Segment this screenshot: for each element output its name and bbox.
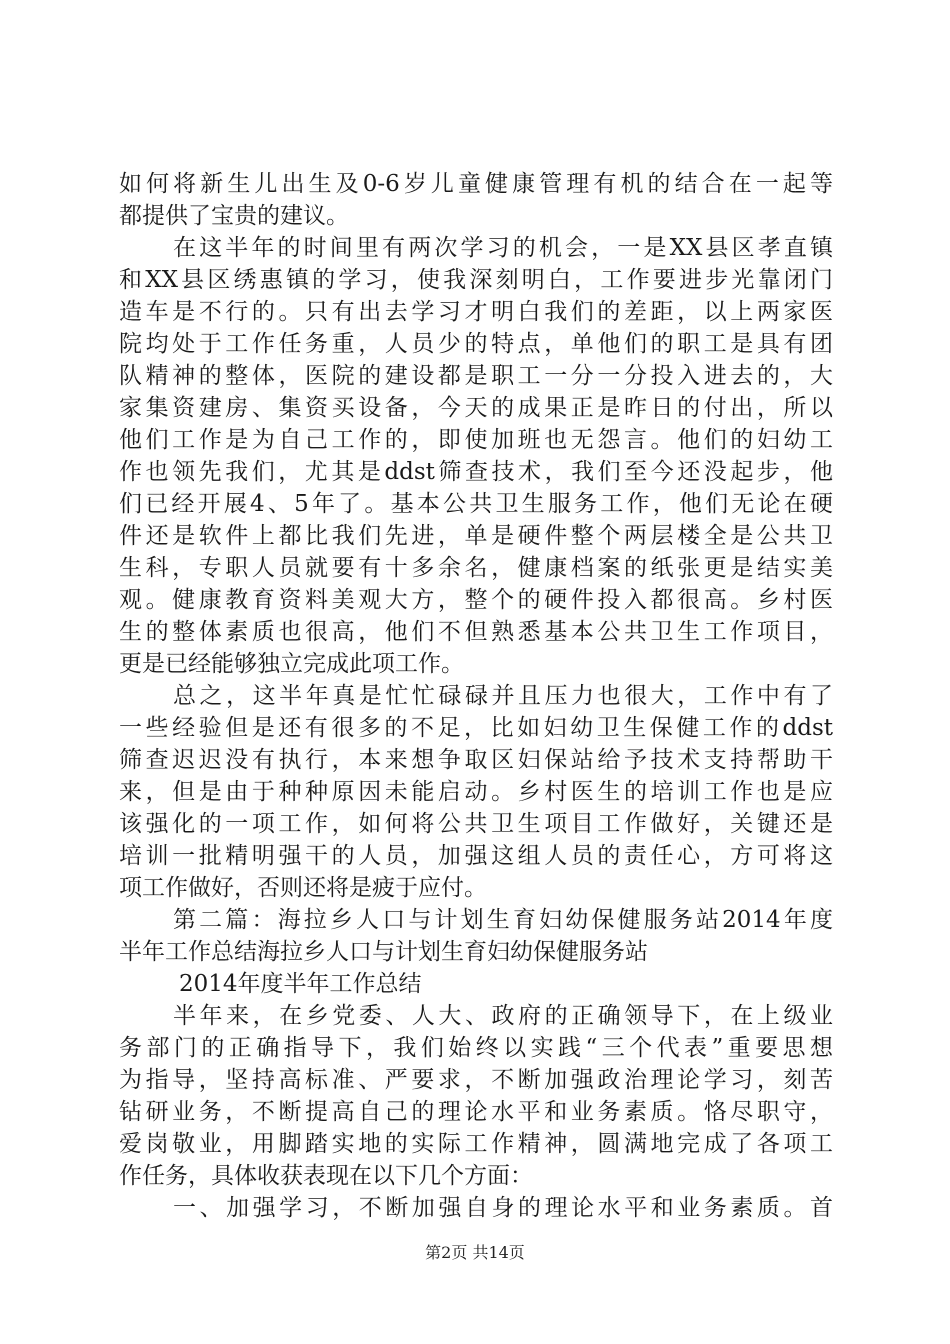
text-line: 为指导，坚持高标准、严要求，不断加强政治理论学习，刻苦 <box>119 1067 833 1093</box>
text-line: 作也领先我们，尤其是ddst筛查技术，我们至今还没起步，他 <box>119 459 833 485</box>
text-line: 如何将新生儿出生及0-6岁儿童健康管理有机的结合在一起等 <box>119 171 833 197</box>
text-line: 培训一批精明强干的人员，加强这组人员的责任心，方可将这 <box>119 843 833 869</box>
text-line: 更是已经能够独立完成此项工作。 <box>119 651 464 677</box>
text-line: 生科，专职人员就要有十多余名，健康档案的纸张更是结实美 <box>119 555 833 581</box>
text-line: 项工作做好，否则还将是疲于应付。 <box>119 875 487 901</box>
text-line: 爱岗敬业，用脚踏实地的实际工作精神，圆满地完成了各项工 <box>119 1131 833 1157</box>
text-line: 队精神的整体，医院的建设都是职工一分一分投入进去的，大 <box>119 363 833 389</box>
text-line: 院均处于工作任务重，人员少的特点，单他们的职工是具有团 <box>119 331 833 357</box>
text-line: 在这半年的时间里有两次学习的机会，一是XX县区孝直镇 <box>173 235 833 261</box>
text-line: 观。健康教育资料美观大方，整个的硬件投入都很高。乡村医 <box>119 587 833 613</box>
text-line: 他们工作是为自己工作的，即使加班也无怨言。他们的妇幼工 <box>119 427 833 453</box>
text-line: 半年来，在乡党委、人大、政府的正确领导下，在上级业 <box>173 1003 833 1029</box>
text-line: 家集资建房、集资买设备，今天的成果正是昨日的付出，所以 <box>119 395 833 421</box>
document-body <box>119 168 833 1224</box>
text-line: 一些经验但是还有很多的不足，比如妇幼卫生保健工作的ddst <box>119 715 833 741</box>
text-line: 作任务，具体收获表现在以下几个方面： <box>119 1163 533 1189</box>
text-line: 半年工作总结海拉乡人口与计划生育妇幼保健服务站 <box>119 939 648 965</box>
text-line: 筛查迟迟没有执行，本来想争取区妇保站给予技术支持帮助干 <box>119 747 833 773</box>
text-line: 2014年度半年工作总结 <box>179 971 422 997</box>
text-line: 生的整体素质也很高，他们不但熟悉基本公共卫生工作项目， <box>119 619 833 645</box>
text-line: 件还是软件上都比我们先进，单是硬件整个两层楼全是公共卫 <box>119 523 833 549</box>
text-line: 一、加强学习，不断加强自身的理论水平和业务素质。首 <box>173 1195 833 1221</box>
text-line: 造车是不行的。只有出去学习才明白我们的差距，以上两家医 <box>119 299 833 325</box>
text-line: 和XX县区绣惠镇的学习，使我深刻明白，工作要进步光靠闭门 <box>119 267 833 293</box>
text-line: 都提供了宝贵的建议。 <box>119 203 349 229</box>
text-line: 钻研业务，不断提高自己的理论水平和业务素质。恪尽职守， <box>119 1099 833 1125</box>
page-number-footer: 第2页 共14页 <box>425 1243 525 1262</box>
text-line: 务部门的正确指导下，我们始终以实践“三个代表”重要思想 <box>119 1035 833 1061</box>
text-line: 总之，这半年真是忙忙碌碌并且压力也很大，工作中有了 <box>173 683 833 709</box>
text-line: 该强化的一项工作，如何将公共卫生项目工作做好，关键还是 <box>119 811 833 837</box>
text-line: 第二篇：海拉乡人口与计划生育妇幼保健服务站2014年度 <box>173 907 833 933</box>
text-line: 来，但是由于种种原因未能启动。乡村医生的培训工作也是应 <box>119 779 833 805</box>
text-line: 们已经开展4、5年了。基本公共卫生服务工作，他们无论在硬 <box>119 491 833 517</box>
